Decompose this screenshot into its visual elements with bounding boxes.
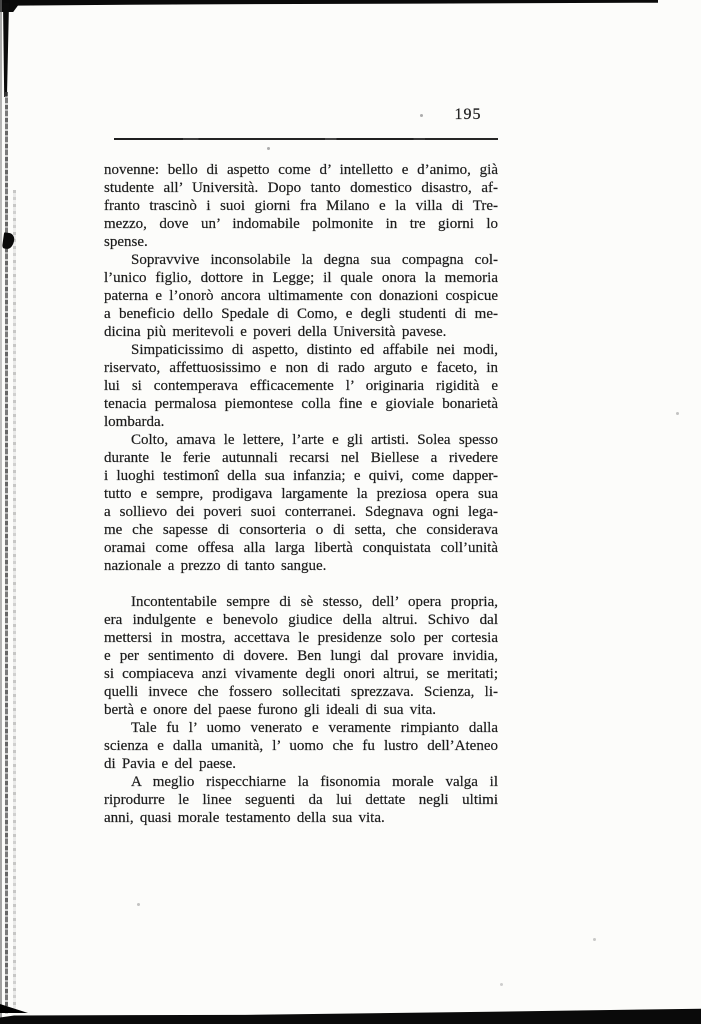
text-line: anni, quasi morale testamento della sua vita. (104, 810, 385, 826)
scan-speck (676, 412, 679, 415)
header-rule (114, 138, 498, 140)
text-line: A meglio rispecchiarne la fisonomia morale valga il (131, 774, 498, 790)
paragraph (104, 719, 498, 773)
text-line: durante le ferie autunnali recarsi nel Biellese a rivedere (104, 450, 498, 466)
paragraph (104, 251, 498, 341)
text-line: Sopravvive inconsolabile la degna sua compagna col- (131, 252, 498, 268)
text-line: quelli invece che fossero sollecitati sprezzava. Scienza, li- (104, 684, 498, 700)
text-line: Tale fu l’ uomo venerato e veramente rimpianto dalla (131, 720, 498, 736)
text-line: Simpaticissimo di aspetto, distinto ed affabile nei modi, (131, 342, 498, 358)
text-line: studente all’ Università. Dopo tanto domestico disastro, af- (104, 180, 498, 196)
paragraph (104, 341, 498, 431)
text-line: a sollievo dei poveri suoi conterranei. Sdegnava ogni lega- (104, 504, 498, 520)
scan-left-binding-bar (3, 3, 9, 97)
text-line: scienza e dalla umanità, l’ uomo che fu lustro dell’Ateneo (104, 738, 498, 754)
text-line: novenne: bello di aspetto come d’ intelletto e d’animo, già (104, 162, 498, 178)
scan-speck (593, 938, 596, 941)
text-line: mettersi in mostra, accettava le presidenze solo per cortesia (104, 630, 498, 646)
scan-left-binding-line-faint (13, 190, 16, 1010)
text-line: me che sapesse di consorteria o di setta, che considerava (104, 522, 498, 538)
text-line: dicina più meritevoli e poveri della Università pavese. (104, 324, 447, 340)
text-line: paterna e l’onorò ancora ultimamente con donazioni cospicue (104, 288, 498, 304)
scan-speck (137, 903, 140, 906)
text-line: franto trascinò i suoi giorni fra Milano e la villa di Tre- (104, 198, 498, 214)
text-line: a beneficio dello Spedale di Como, e degli studenti di me- (104, 306, 498, 322)
page-number: 195 (454, 106, 482, 123)
scan-speck (500, 983, 503, 986)
text-line: oramai come offesa alla larga libertà conquistata coll’unità (104, 540, 498, 556)
paragraph (104, 161, 498, 251)
text-line: nazionale a prezzo di tanto sangue. (104, 558, 327, 574)
text-line: l’unico figlio, dottore in Legge; il quale onora la memoria (104, 270, 498, 286)
scan-top-black-band (0, 0, 658, 6)
text-line: riprodurre le linee seguenti da lui dettate negli ultimi (104, 792, 498, 808)
text-line: tutto e sempre, prodigava largamente la preziosa opera sua (104, 486, 498, 502)
text-line: era indulgente e benevolo giudice della altrui. Schivo dal (104, 612, 498, 628)
text-line: Incontentabile sempre di sè stesso, dell’ opera propria, (131, 594, 498, 610)
text-line: e per sentimento di dovere. Ben lungi dal provare invidia, (104, 648, 498, 664)
text-line: lui si contemperava efficacemente l’ originaria rigidità e (104, 378, 498, 394)
text-line: mezzo, dove un’ indomabile polmonite in tre giorni lo (104, 216, 498, 232)
text-line: spense. (104, 234, 148, 250)
scan-left-edge-shadow (0, 0, 2, 1024)
text-line: i luoghi testimonî della sua infanzia; e quivi, come dapper- (104, 468, 498, 484)
paragraph (104, 431, 498, 575)
paragraph (104, 593, 498, 719)
text-line: tenacia permalosa piemontese colla fine e gioviale bonarietà (104, 396, 498, 412)
paragraph (104, 773, 498, 827)
scan-speck (267, 147, 270, 150)
text-line: Colto, amava le lettere, l’arte e gli artisti. Solea spesso (131, 432, 498, 448)
scan-speck (420, 114, 423, 117)
text-block (104, 161, 498, 827)
scan-left-binding-line (5, 92, 8, 1014)
text-line: bertà e onore del paese furono gli ideali di sua vita. (104, 702, 436, 718)
scan-bottom-black-band (0, 1007, 701, 1024)
text-line: si compiaceva anzi vivamente degli onori altrui, se meritati; (104, 666, 498, 682)
text-line: di Pavia e del paese. (104, 756, 237, 772)
text-line: lombarda. (104, 414, 165, 430)
text-line: riservato, affettuosissimo e non di rado arguto e faceto, in (104, 360, 498, 376)
